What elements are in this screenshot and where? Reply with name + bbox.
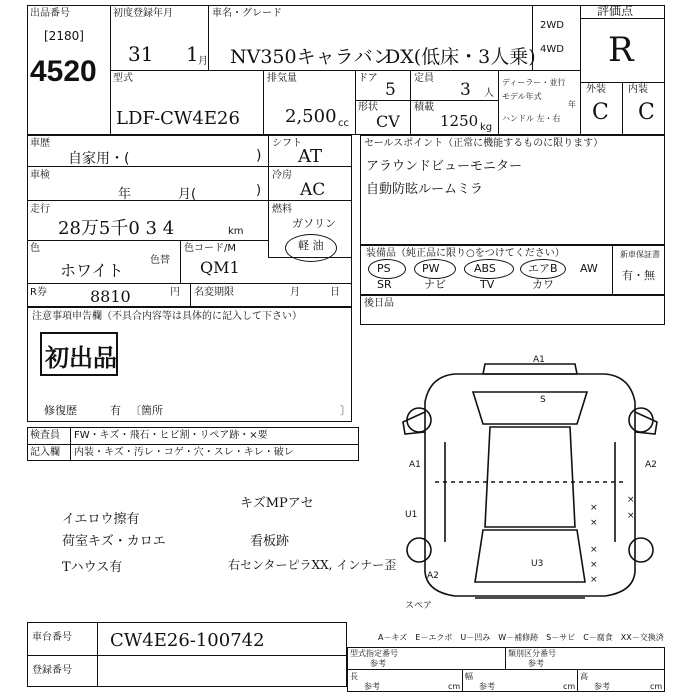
doors-value: 5 [385, 80, 396, 100]
car-grade: DX(低床・3人乗) [385, 46, 536, 68]
after-frame [360, 295, 665, 325]
color-code-value: QM1 [200, 258, 240, 277]
length-label: 長 [350, 672, 358, 681]
model-label: 型式 [113, 73, 133, 84]
svg-text:×: × [590, 503, 598, 513]
svg-text:×: × [590, 575, 598, 585]
car-diagram [395, 352, 665, 612]
inspection-month: 月( [178, 187, 197, 202]
exterior-value: C [592, 100, 609, 125]
notes-stamp: 初出品 [45, 343, 117, 372]
aircon-label: 冷房 [272, 170, 292, 181]
mark-right: A2 [645, 460, 657, 470]
category-ref: 参考 [528, 659, 544, 668]
equipment-pw: PW [422, 262, 440, 275]
displacement-label: 排気量 [267, 73, 297, 84]
equipment-abs-circle [464, 259, 514, 279]
mark-left-lower: U1 [405, 510, 418, 520]
score-value: R [608, 30, 634, 70]
remarks-line2-left: イエロウ擦有 [62, 512, 140, 527]
remarks-line3-right: 看板跡 [250, 534, 290, 549]
repair-part: 〔箇所 [130, 404, 163, 417]
lot-number: 4520 [30, 55, 97, 88]
remarks-line3-left: 荷室キズ・カロエ [62, 534, 166, 549]
equipment-aw: AW [580, 262, 598, 275]
reg-label: 登録番号 [32, 665, 72, 676]
mark-left-mid: A1 [409, 460, 421, 470]
equipment-airbag: エアB [528, 262, 558, 275]
name-change-label: 名変期限 [194, 287, 234, 298]
mileage-value: 28万5千0 3 4 [58, 218, 175, 239]
svg-text:×: × [627, 495, 635, 505]
equipment-ps: PS [377, 262, 391, 275]
inspection-year: 年 [118, 187, 132, 202]
svg-text:×: × [590, 545, 598, 555]
first-reg-month-unit: 月 [198, 56, 208, 67]
remarks-line4-left: Tハウス有 [62, 560, 123, 575]
svg-text:×: × [590, 518, 598, 528]
lot-sub: [2180] [44, 29, 84, 43]
inspection-label: 車検 [30, 170, 50, 181]
sales-point-line1: アラウンドビューモニター [366, 159, 523, 174]
mark-top: A1 [533, 355, 545, 365]
repair-label: 修復歴 [44, 404, 77, 417]
interior-label: 内装 [628, 84, 648, 95]
inspection-close: ) [256, 183, 262, 198]
remarks-line4-right: 右センターピラXX, インナー歪 [228, 558, 397, 572]
length-unit: cm [448, 682, 461, 691]
car-name: NV350キャラバン [230, 46, 392, 68]
fuel-label: 燃料 [272, 204, 292, 215]
mark-left-rear: A2 [427, 571, 439, 581]
load-unit: kg [480, 122, 493, 133]
name-change-month: 月 [290, 287, 300, 298]
first-reg-month: 1 [186, 42, 199, 66]
shift-value: AT [298, 146, 323, 167]
height-label: 高 [580, 672, 588, 681]
first-reg-year: 31 [128, 42, 154, 66]
notes-label: 注意事項申告欄（不具合内容等は具体的に記入して下さい） [32, 311, 302, 322]
writer-label: 記入欄 [30, 447, 60, 458]
warranty-label: 新車保証書 [620, 250, 660, 259]
model-value: LDF-CW4E26 [116, 108, 240, 129]
aircon-value: AC [300, 180, 326, 200]
load-value: 1250 [440, 112, 479, 130]
color-code-label: 色コード/M [184, 243, 236, 254]
equipment-navi: ナビ [424, 278, 446, 291]
history-value: 自家用・( [68, 151, 130, 167]
equipment-airbag-circle [520, 259, 566, 279]
width-label: 幅 [465, 672, 473, 681]
displacement-value: 2,500 [285, 106, 337, 127]
model-year-label: モデル年式 [502, 92, 542, 101]
capacity-value: 3 [460, 80, 471, 100]
color-value: ホワイト [60, 261, 124, 280]
fuel-diesel: 軽 油 [298, 239, 324, 252]
handle-label: ハンドル 左・右 [502, 114, 561, 123]
repair-close: 〕 [340, 404, 351, 417]
shift-label: シフト [272, 138, 302, 149]
category-label: 類別区分番号 [508, 649, 556, 658]
equipment-kawa: カワ [532, 278, 554, 291]
width-ref: 参考 [479, 682, 495, 691]
type-spec-label: 型式指定番号 [350, 649, 398, 658]
equipment-label: 装備品（純正品に限り○をつけてください） [366, 248, 565, 259]
mileage-unit: km [228, 226, 244, 237]
history-close: ) [256, 148, 262, 164]
recycle-value: 8810 [90, 287, 131, 306]
color-label: 色 [30, 243, 40, 254]
recycle-label: R券 [30, 287, 47, 298]
color-change-label: 色替 [150, 255, 170, 266]
inspector-label: 検査員 [30, 430, 60, 441]
checklist-row2: 内装・キズ・汚レ・コゲ・穴・スレ・キレ・破レ [74, 447, 294, 458]
mark-center-rear: U3 [531, 559, 544, 569]
height-unit: cm [650, 682, 663, 691]
fuel-petrol: ガソリン [292, 217, 336, 230]
first-reg-label: 初度登録年月 [113, 8, 173, 19]
name-change-day: 日 [330, 287, 340, 298]
equipment-pw-circle [414, 259, 456, 279]
equipment-sr: SR [377, 278, 392, 291]
type-spec-ref: 参考 [370, 659, 386, 668]
after-label: 後日品 [364, 298, 394, 309]
mark-top-small: S [540, 395, 546, 405]
shape-value: CV [376, 112, 400, 131]
mileage-label: 走行 [30, 204, 50, 215]
width-unit: cm [563, 682, 576, 691]
chassis-value: CW4E26-100742 [110, 630, 265, 651]
capacity-label: 定員 [414, 73, 434, 84]
name-grade-label: 車名・グレード [212, 8, 282, 19]
svg-text:×: × [627, 511, 635, 521]
model-year-unit: 年 [568, 100, 576, 109]
displacement-unit: cc [338, 118, 349, 129]
drive-4wd: 4WD [540, 44, 564, 55]
height-ref: 参考 [594, 682, 610, 691]
recycle-unit: 円 [170, 287, 180, 298]
shape-label: 形状 [358, 102, 378, 113]
interior-value: C [638, 100, 655, 125]
score-label: 評価点 [597, 4, 634, 18]
history-label: 車歴 [30, 138, 50, 149]
fuel-diesel-circle [285, 234, 337, 262]
svg-text:×: × [590, 560, 598, 570]
warranty-value: 有・無 [622, 269, 655, 282]
dealer-label: ディーラー・並行 [502, 78, 566, 87]
load-label: 積載 [414, 102, 434, 113]
remarks-line1-right: キズMPアセ [240, 496, 314, 511]
drive-2wd: 2WD [540, 20, 564, 31]
checklist-row1: FW・キズ・飛石・ヒビ割・リペア跡・×要 [74, 430, 268, 441]
mark-rear-label: スペア [405, 601, 433, 611]
capacity-unit: 人 [484, 88, 494, 99]
lot-no-label: 出品番号 [30, 8, 70, 19]
sales-point-line2: 自動防眩ルームミラ [366, 182, 484, 197]
equipment-abs: ABS [474, 262, 496, 275]
equipment-tv: TV [480, 278, 495, 291]
doors-label: ドア [358, 73, 378, 84]
legend: A－キズ E－エクボ U－凹み W－補修跡 S－サビ C－腐食 XX－交換済 [378, 633, 664, 642]
exterior-label: 外装 [586, 84, 606, 95]
equipment-ps-circle [368, 259, 406, 279]
repair-value: 有 [110, 404, 121, 417]
sales-point-label: セールスポイント（正常に機能するものに限ります） [364, 138, 604, 149]
length-ref: 参考 [364, 682, 380, 691]
chassis-label: 車台番号 [32, 632, 72, 643]
